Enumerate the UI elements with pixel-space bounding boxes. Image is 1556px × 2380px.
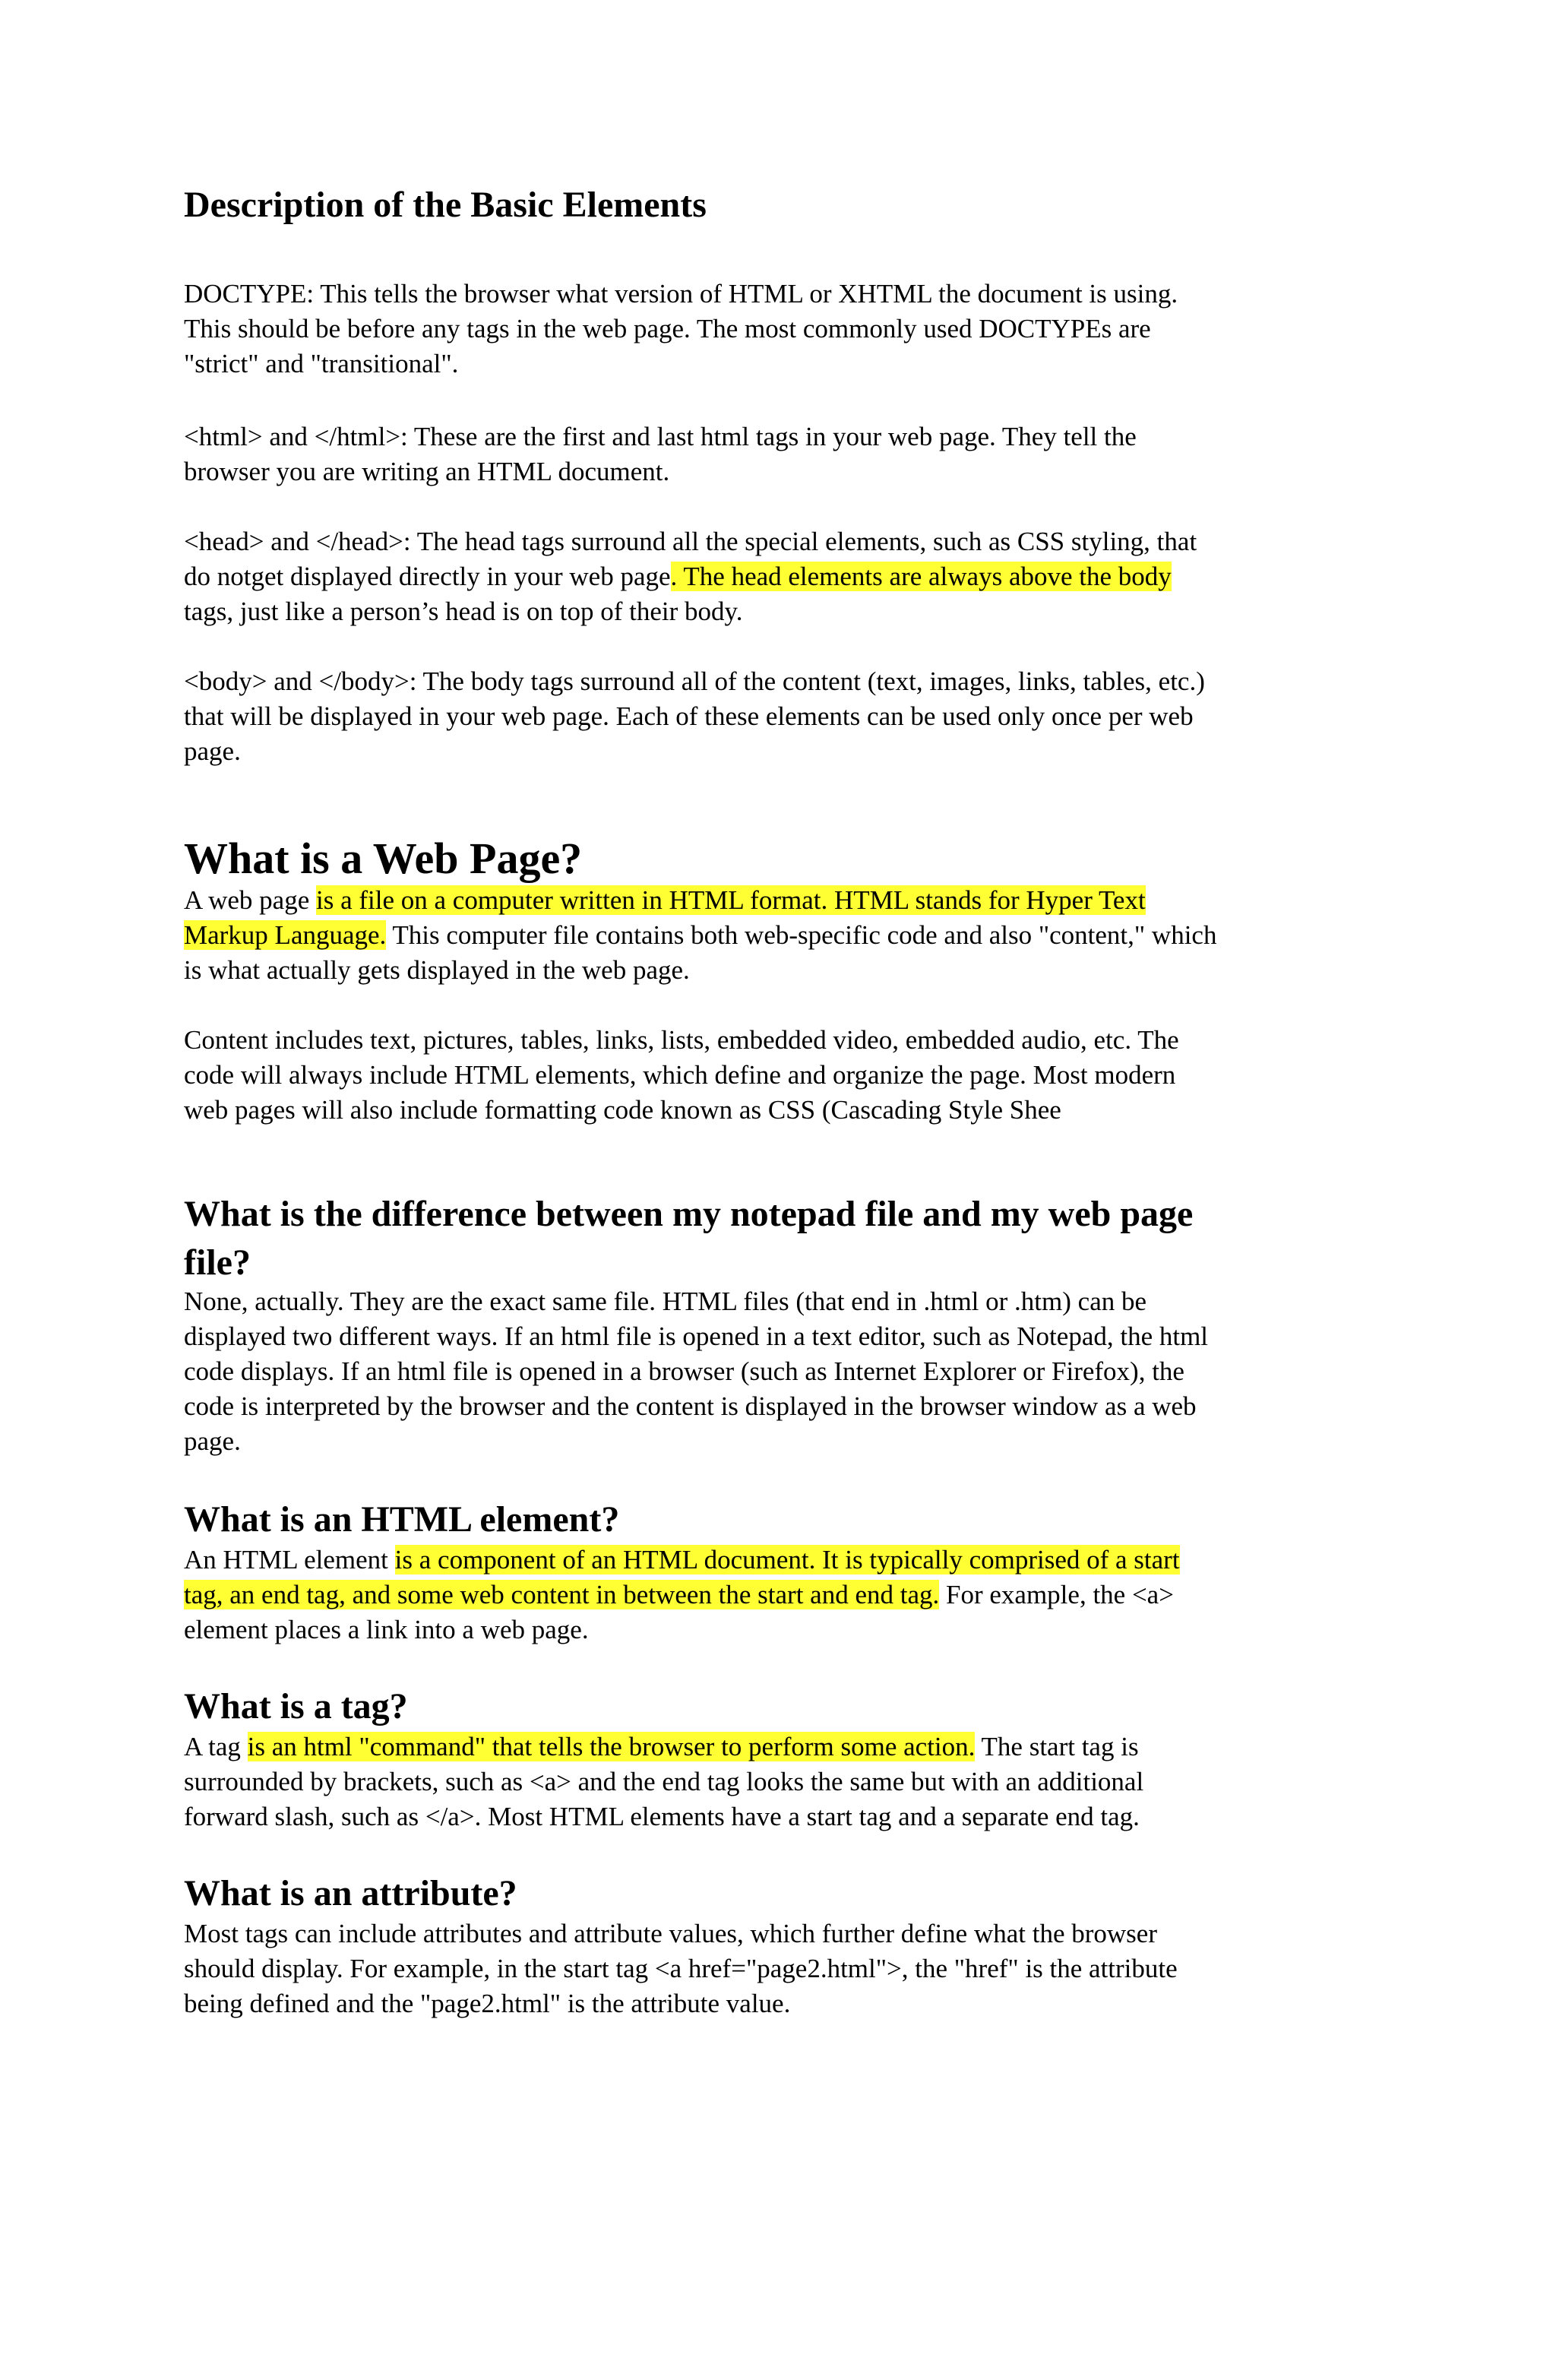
text-line: displayed two different ways. If an html file is opened in a text editor, such as Notepad, the html — [184, 1321, 1209, 1351]
heading-line: file? — [184, 1242, 251, 1283]
text-line: is what actually gets displayed in the web page. — [184, 955, 690, 985]
tag-paragraph — [184, 1730, 1377, 1834]
attribute-heading: What is an attribute? — [184, 1873, 517, 1913]
tag-heading: What is a tag? — [184, 1686, 408, 1726]
text-line — [184, 1578, 1377, 1613]
text-line: <head> and </head>: The head tags surround all the special elements, such as CSS styling, that — [184, 527, 1197, 556]
text-line: that will be displayed in your web page. Each of these elements can be used only once per web — [184, 701, 1194, 731]
highlighted-text: tag, an end tag, and some web content in between the start and end tag. — [184, 1580, 940, 1609]
text-line: element places a link into a web page. — [184, 1615, 589, 1644]
plain-text: An HTML element — [184, 1545, 395, 1575]
highlighted-text: is a file on a computer written in HTML format. HTML stands for Hyper Text — [315, 885, 1146, 915]
text-line — [184, 1730, 1377, 1764]
body-tag-paragraph — [184, 664, 1377, 769]
plain-text: A tag — [184, 1732, 248, 1761]
text-line: <html> and </html>: These are the first and last html tags in your web page. They tell the — [184, 422, 1137, 451]
text-line: should display. For example, in the start tag <a href="page2.html">, the "href" is the attribute — [184, 1954, 1178, 1983]
heading-line: What is the difference between my notepad file and my web page — [184, 1194, 1194, 1234]
text-line: being defined and the "page2.html" is the attribute value. — [184, 1989, 791, 2018]
html-tag-paragraph — [184, 419, 1377, 489]
highlighted-text: is an html "command" that tells the browser to perform some action. — [247, 1732, 976, 1761]
text-line: web pages will also include formatting code known as CSS (Cascading Style Shee — [184, 1095, 1061, 1125]
text-line: browser you are writing an HTML document. — [184, 457, 670, 486]
text-line: code displays. If an html file is opened in a browser (such as Internet Explorer or Firefox), the — [184, 1356, 1184, 1386]
plain-text: For example, the <a> — [939, 1580, 1174, 1609]
plain-text: do notget displayed directly in your web page — [184, 562, 671, 591]
text-line: code will always include HTML elements, which define and organize the page. Most modern — [184, 1060, 1176, 1090]
text-line: forward slash, such as </a>. Most HTML elements have a start tag and a separate end tag. — [184, 1802, 1140, 1831]
web-page-paragraph-1 — [184, 883, 1377, 988]
text-line: <body> and </body>: The body tags surround all of the content (text, images, links, tables, etc.) — [184, 666, 1205, 696]
basic-elements-heading: Description of the Basic Elements — [184, 185, 707, 225]
text-line: This should be before any tags in the web page. The most commonly used DOCTYPEs are — [184, 314, 1151, 343]
html-element-heading: What is an HTML element? — [184, 1499, 620, 1540]
highlighted-text: is a component of an HTML document. It is typically comprised of a start — [394, 1545, 1180, 1575]
text-line — [184, 1543, 1377, 1578]
text-line: None, actually. They are the exact same file. HTML files (that end in .html or .htm) can be — [184, 1287, 1147, 1316]
plain-text: A web page — [184, 885, 316, 915]
notepad-heading — [184, 1190, 1377, 1287]
text-line: Most tags can include attributes and attribute values, which further define what the browser — [184, 1919, 1157, 1948]
head-tag-paragraph — [184, 524, 1377, 629]
doctype-paragraph — [184, 277, 1377, 381]
text-line: surrounded by brackets, such as <a> and the end tag looks the same but with an additional — [184, 1767, 1144, 1796]
highlighted-text: . The head elements are always above the body — [670, 562, 1172, 591]
attribute-paragraph — [184, 1916, 1377, 2021]
text-line: DOCTYPE: This tells the browser what version of HTML or XHTML the document is using. — [184, 279, 1178, 309]
plain-text: The start tag is — [975, 1732, 1139, 1761]
text-line: "strict" and "transitional". — [184, 349, 459, 378]
highlighted-text: Markup Language. — [184, 920, 387, 950]
web-page-paragraph-2 — [184, 1023, 1377, 1128]
text-line: Content includes text, pictures, tables, links, lists, embedded video, embedded audio, etc. The — [184, 1025, 1179, 1055]
text-line: page. — [184, 1426, 241, 1456]
notepad-paragraph — [184, 1284, 1377, 1459]
html-element-paragraph — [184, 1543, 1377, 1647]
web-page-heading: What is a Web Page? — [184, 834, 583, 883]
text-line: tags, just like a person’s head is on top of their body. — [184, 597, 743, 626]
text-line — [184, 918, 1377, 953]
text-line — [184, 559, 1377, 594]
text-line — [184, 883, 1377, 918]
plain-text: This computer file contains both web-specific code and also "content," which — [386, 920, 1217, 950]
text-line: page. — [184, 736, 241, 766]
text-line: code is interpreted by the browser and the content is displayed in the browser window as a web — [184, 1391, 1197, 1421]
